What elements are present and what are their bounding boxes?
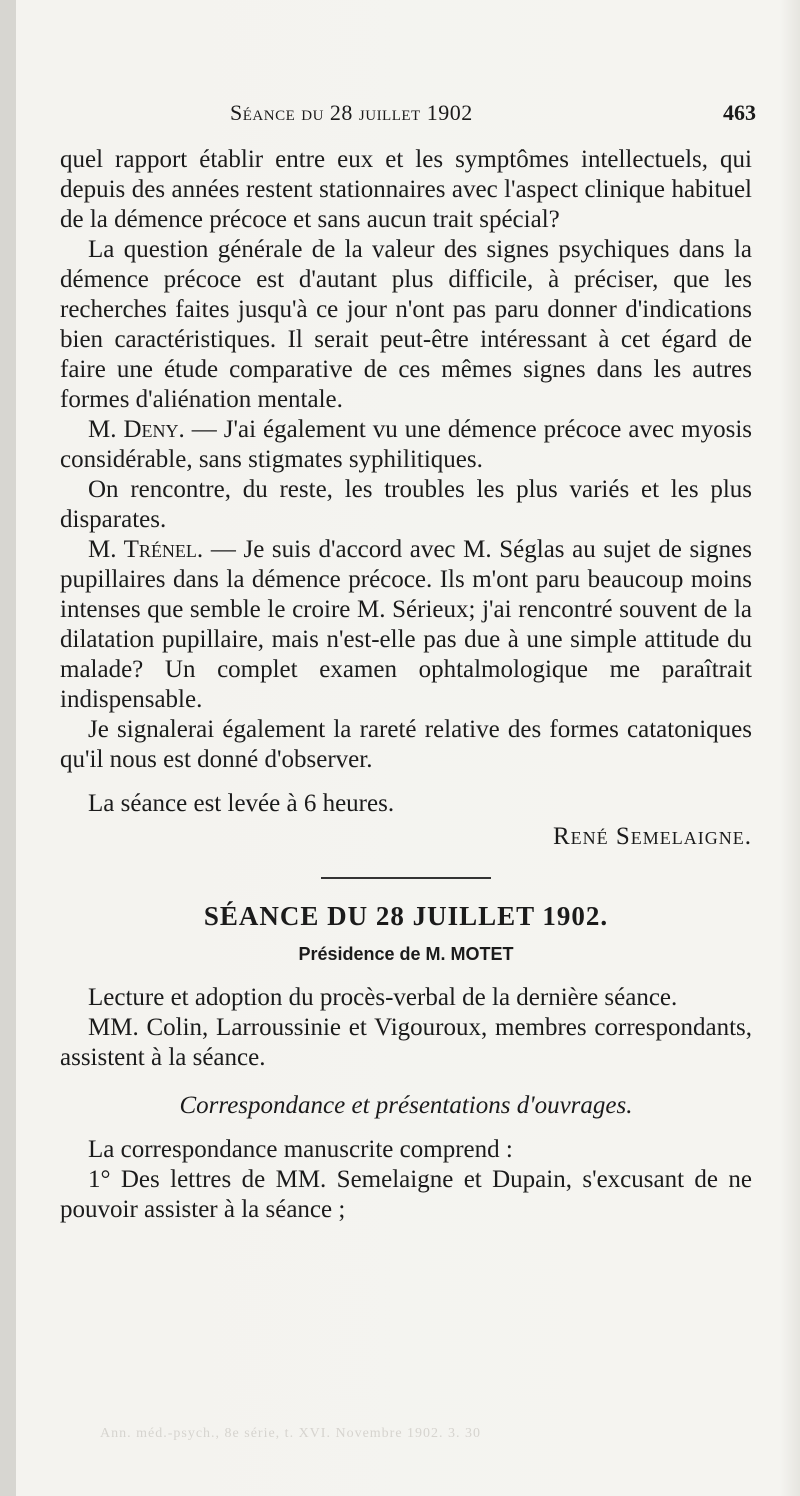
page-gutter — [0, 0, 16, 1496]
body-text — [60, 145, 752, 1225]
speaker-text: — Je suis d'accord avec M. Séglas au sujet de signes pupillaires dans la démence précoce. Ils m'ont paru beaucoup moins intenses que semble le croire M. Sérieux; j'ai rencontré souvent de la dilatation pupillaire, mais n'est-elle pas due à une simple attitude du malade? Un complet examen ophtalmologique me paraîtrait indispensable. — [60, 536, 753, 713]
paragraph: La séance est levée à 6 heures. — [88, 790, 395, 817]
speaker-name: M. Deny. — [88, 416, 185, 443]
signature: René Semelaigne. — [552, 823, 752, 850]
page-footer: Ann. méd.-psych., 8e série, t. XVI. Novembre 1902. 3. 30 — [100, 1426, 482, 1441]
paragraph: quel rapport établir entre eux et les symptômes intellectuels, qui depuis des années restent stationnaires avec l'aspect clinique habituel de la démence précoce et sans aucun trait spécial? — [60, 146, 752, 233]
paragraph: Lecture et adoption du procès-verbal de la dernière séance. — [88, 984, 678, 1011]
section-divider — [321, 877, 491, 879]
speaker-name: M. Trénel. — [88, 536, 204, 563]
speaker-text: — J'ai également vu une démence précoce avec myosis considérable, sans stigmates syphilitiques. — [60, 416, 752, 473]
section-title: SÉANCE DU 28 JUILLET 1902. — [203, 901, 609, 931]
paragraph — [60, 535, 752, 715]
paragraph: La correspondance manuscrite comprend : — [88, 1136, 513, 1163]
page-number: 463 — [723, 100, 756, 125]
subsection-title: Correspondance et présentations d'ouvrages. — [179, 1092, 633, 1119]
paragraph: 1° Des lettres de MM. Semelaigne et Dupain, s'excusant de ne pouvoir assister à la séance ; — [60, 1166, 752, 1223]
presidence-line: Présidence de M. MOTET — [298, 944, 514, 964]
running-head — [88, 100, 756, 130]
running-title: Séance du 28 juillet 1902 — [230, 100, 473, 125]
paragraph: On rencontre, du reste, les troubles les plus variés et les plus disparates. — [60, 476, 752, 533]
paragraph: Je signalerai également la rareté relative des formes catatoniques qu'il nous est donné d'observer. — [60, 716, 752, 773]
paragraph — [60, 415, 752, 475]
paragraph: La question générale de la valeur des signes psychiques dans la démence précoce est d'autant plus difficile, à préciser, que les recherches faites jusqu'à ce jour n'ont pas paru donner d'indications bien caractéristiques. Il serait peut-être intéressant à cet égard de faire une étude comparative de ces mêmes signes dans les autres formes d'aliénation mentale. — [60, 236, 752, 413]
paragraph: MM. Colin, Larroussinie et Vigouroux, membres correspondants, assistent à la séance. — [60, 1014, 752, 1071]
